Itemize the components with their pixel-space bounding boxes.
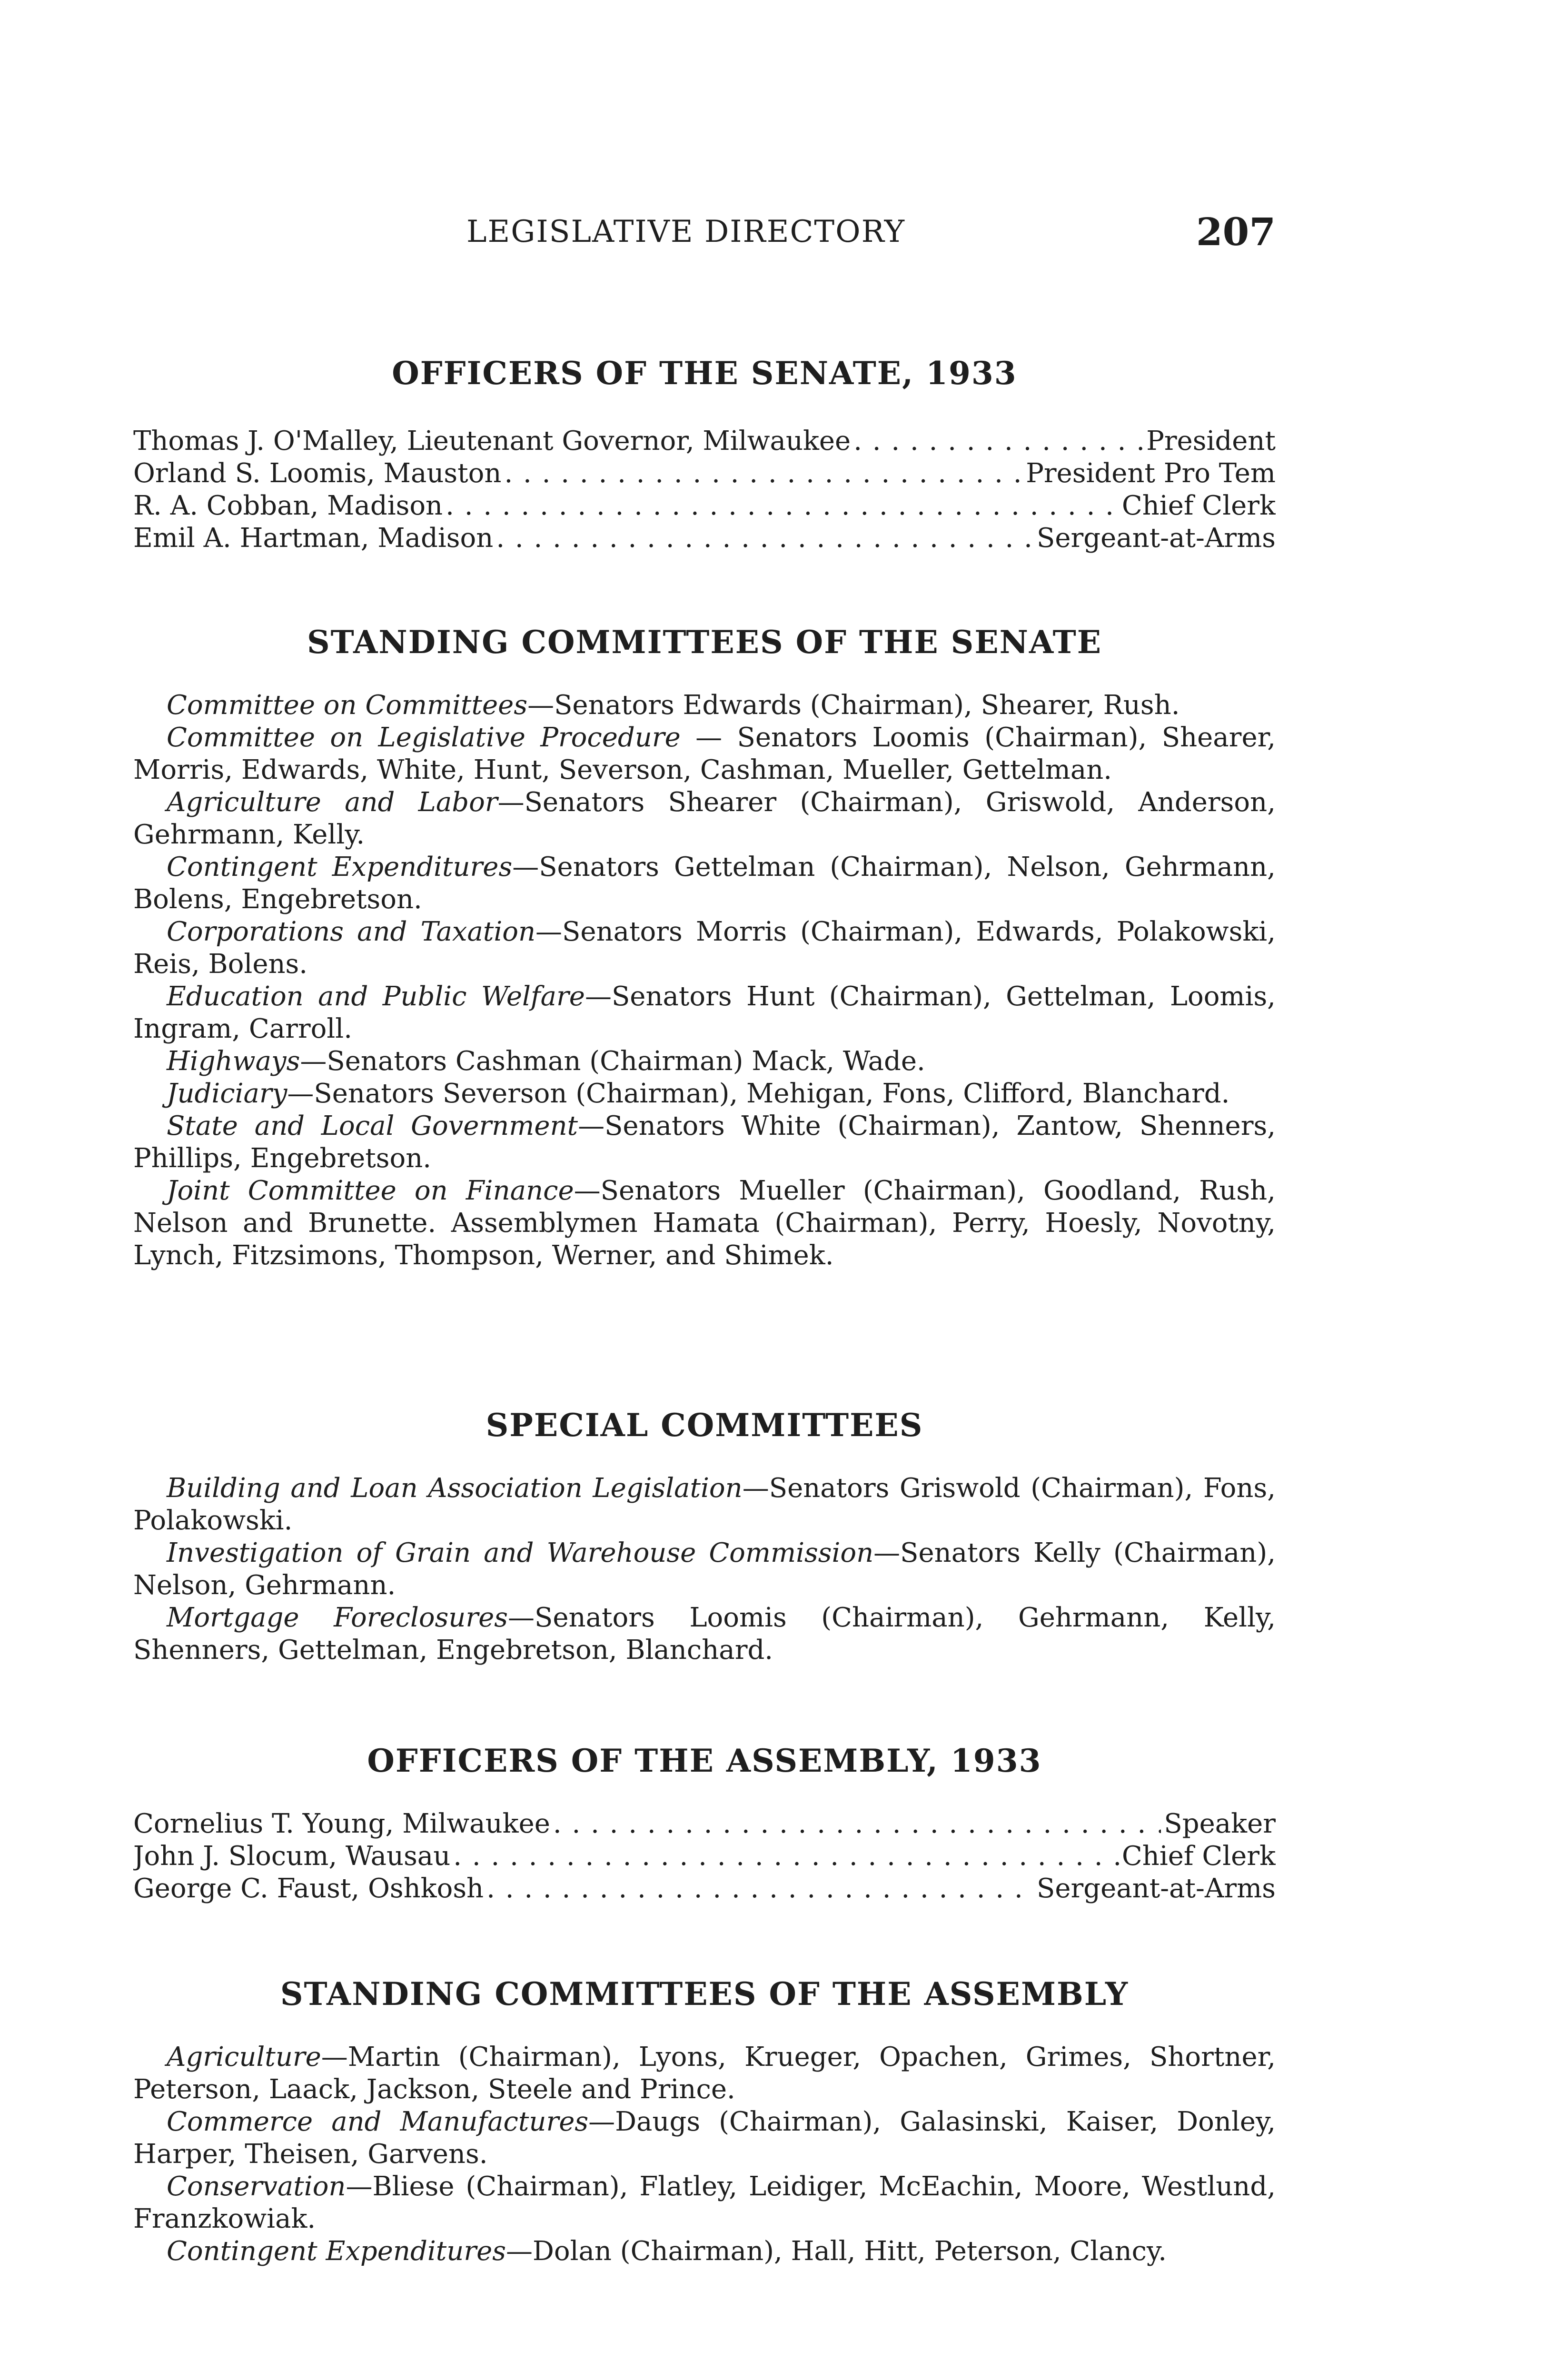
committee-members: —Senators Griswold (Chairman), Fons, Polakowski.	[133, 1473, 1276, 1536]
committee-list	[133, 1472, 1276, 1666]
committee-entry	[133, 1602, 1276, 1666]
committee-entry	[133, 1537, 1276, 1602]
officer-title: Speaker	[1164, 1808, 1276, 1839]
committee-name: Committee on Committees	[167, 690, 528, 721]
leader-dots	[496, 522, 1034, 555]
officer-row	[133, 457, 1276, 490]
assembly-committees-section	[133, 1975, 1276, 2268]
committee-members: —Senators Hunt (Chairman), Gettelman, Loomis, Ingram, Carroll.	[133, 981, 1276, 1044]
committee-members: —Senators Shearer (Chairman), Griswold, Anderson, Gehrmann, Kelly.	[133, 787, 1276, 850]
committee-members: —Dolan (Chairman), Hall, Hitt, Peterson, Clancy.	[505, 2236, 1167, 2267]
committee-entry	[133, 851, 1276, 916]
leader-dots	[446, 490, 1119, 522]
officer-row	[133, 1873, 1276, 1905]
committee-name: Investigation of Grain and Warehouse Commission	[167, 1537, 874, 1568]
committee-name: Joint Committee on Finance	[167, 1175, 574, 1206]
committee-entry	[133, 2106, 1276, 2171]
officer-title: Chief Clerk	[1121, 490, 1276, 521]
officer-title: Chief Clerk	[1121, 1841, 1276, 1872]
special-committees-section	[133, 1407, 1276, 1666]
committee-members: —Bliese (Chairman), Flatley, Leidiger, McEachin, Moore, Westlund, Franzkowiak.	[133, 2171, 1276, 2234]
officer-row	[133, 490, 1276, 522]
committee-members: —Senators Edwards (Chairman), Shearer, Rush.	[527, 690, 1180, 721]
leader-dots	[453, 1840, 1119, 1873]
committee-entry	[133, 786, 1276, 851]
officer-title: President	[1146, 426, 1276, 456]
committee-name: Corporations and Taxation	[167, 916, 536, 947]
officer-row	[133, 1840, 1276, 1873]
committee-members: —Senators Kelly (Chairman), Nelson, Gehrmann.	[133, 1537, 1276, 1601]
committee-entry	[133, 1078, 1276, 1110]
officer-name: Orland S. Loomis, Mauston	[133, 458, 502, 489]
committee-entry	[133, 1472, 1276, 1537]
committee-entry	[133, 2041, 1276, 2106]
officer-row	[133, 1808, 1276, 1840]
committee-name: Highways	[167, 1046, 300, 1077]
committee-name: Contingent Expenditures	[167, 2236, 506, 2267]
section-heading: OFFICERS OF THE SENATE, 1933	[392, 355, 1017, 392]
committee-name: Committee on Legislative Procedure	[167, 722, 681, 753]
section-heading: SPECIAL COMMITTEES	[486, 1407, 923, 1444]
committee-name: Building and Loan Association Legislation	[167, 1473, 743, 1504]
committee-members: —Senators Gettelman (Chairman), Nelson, Gehrmann, Bolens, Engebretson.	[133, 852, 1276, 915]
officer-title: Sergeant-at-Arms	[1036, 1873, 1276, 1904]
officer-name: George C. Faust, Oshkosh	[133, 1873, 484, 1904]
committee-name: Judiciary	[167, 1078, 287, 1109]
section-heading: STANDING COMMITTEES OF THE SENATE	[307, 624, 1102, 661]
committee-members: —Daugs (Chairman), Galasinski, Kaiser, Donley, Harper, Theisen, Garvens.	[133, 2106, 1276, 2170]
committee-members: —Senators Morris (Chairman), Edwards, Polakowski, Reis, Bolens.	[133, 916, 1276, 980]
officers-list	[133, 1808, 1276, 1905]
officer-name: Cornelius T. Young, Milwaukee	[133, 1808, 550, 1839]
committee-entry	[133, 689, 1276, 722]
committee-members: — Senators Loomis (Chairman), Shearer, Morris, Edwards, White, Hunt, Severson, Cashman, Mueller, Gettelman.	[133, 722, 1276, 785]
leader-dots	[504, 457, 1023, 490]
officer-name: Emil A. Hartman, Madison	[133, 523, 494, 554]
committee-list	[133, 689, 1276, 1272]
committee-entry	[133, 2171, 1276, 2235]
officer-name: John J. Slocum, Wausau	[133, 1841, 451, 1872]
committee-entry	[133, 1110, 1276, 1175]
committee-entry	[133, 2235, 1276, 2268]
committee-entry	[133, 916, 1276, 981]
officers-list	[133, 425, 1276, 555]
committee-members: —Martin (Chairman), Lyons, Krueger, Opachen, Grimes, Shortner, Peterson, Laack, Jackson, Steele and Prince.	[133, 2042, 1276, 2105]
section-heading: STANDING COMMITTEES OF THE ASSEMBLY	[280, 1975, 1129, 2013]
committee-members: —Senators Loomis (Chairman), Gehrmann, Kelly, Shenners, Gettelman, Engebretson, Blanchard.	[133, 1602, 1276, 1666]
officer-title: President Pro Tem	[1026, 458, 1276, 489]
committee-members: —Senators Cashman (Chairman) Mack, Wade.	[300, 1046, 925, 1077]
committee-members: —Senators Severson (Chairman), Mehigan, Fons, Clifford, Blanchard.	[287, 1078, 1230, 1109]
senate-officers-section	[133, 355, 1276, 555]
officer-row	[133, 425, 1276, 457]
committee-name: Mortgage Foreclosures	[167, 1602, 508, 1633]
committee-name: State and Local Government	[167, 1111, 578, 1141]
committee-name: Agriculture and Labor	[167, 787, 498, 818]
officer-title: Sergeant-at-Arms	[1036, 523, 1276, 554]
committee-name: Agriculture	[167, 2042, 321, 2073]
committee-list	[133, 2041, 1276, 2268]
officer-row	[133, 522, 1276, 555]
committee-name: Contingent Expenditures	[167, 852, 513, 883]
running-title: LEGISLATIVE DIRECTORY	[466, 214, 906, 249]
leader-dots	[853, 425, 1143, 457]
committee-entry	[133, 1045, 1276, 1078]
leader-dots	[553, 1808, 1161, 1840]
officer-name: Thomas J. O'Malley, Lieutenant Governor, Milwaukee	[133, 426, 851, 456]
committee-entry	[133, 1175, 1276, 1272]
committee-entry	[133, 722, 1276, 786]
committee-entry	[133, 981, 1276, 1045]
committee-name: Commerce and Manufactures	[167, 2106, 589, 2137]
officer-name: R. A. Cobban, Madison	[133, 490, 443, 521]
assembly-officers-section	[133, 1742, 1276, 1905]
committee-members: —Senators Mueller (Chairman), Goodland, Rush, Nelson and Brunette. Assemblymen Hamata (Chairman), Perry, Hoesly, Novotny, Lynch, Fitzsimons, Thompson, Werner, and Shimek.	[133, 1175, 1276, 1271]
senate-committees-section	[133, 624, 1276, 1272]
committee-name: Conservation	[167, 2171, 346, 2202]
running-head	[133, 209, 1276, 257]
leader-dots	[486, 1873, 1034, 1905]
page-number: 207	[1196, 209, 1276, 254]
committee-name: Education and Public Welfare	[167, 981, 585, 1012]
committee-members: —Senators White (Chairman), Zantow, Shenners, Phillips, Engebretson.	[133, 1111, 1276, 1174]
section-heading: OFFICERS OF THE ASSEMBLY, 1933	[367, 1742, 1042, 1779]
